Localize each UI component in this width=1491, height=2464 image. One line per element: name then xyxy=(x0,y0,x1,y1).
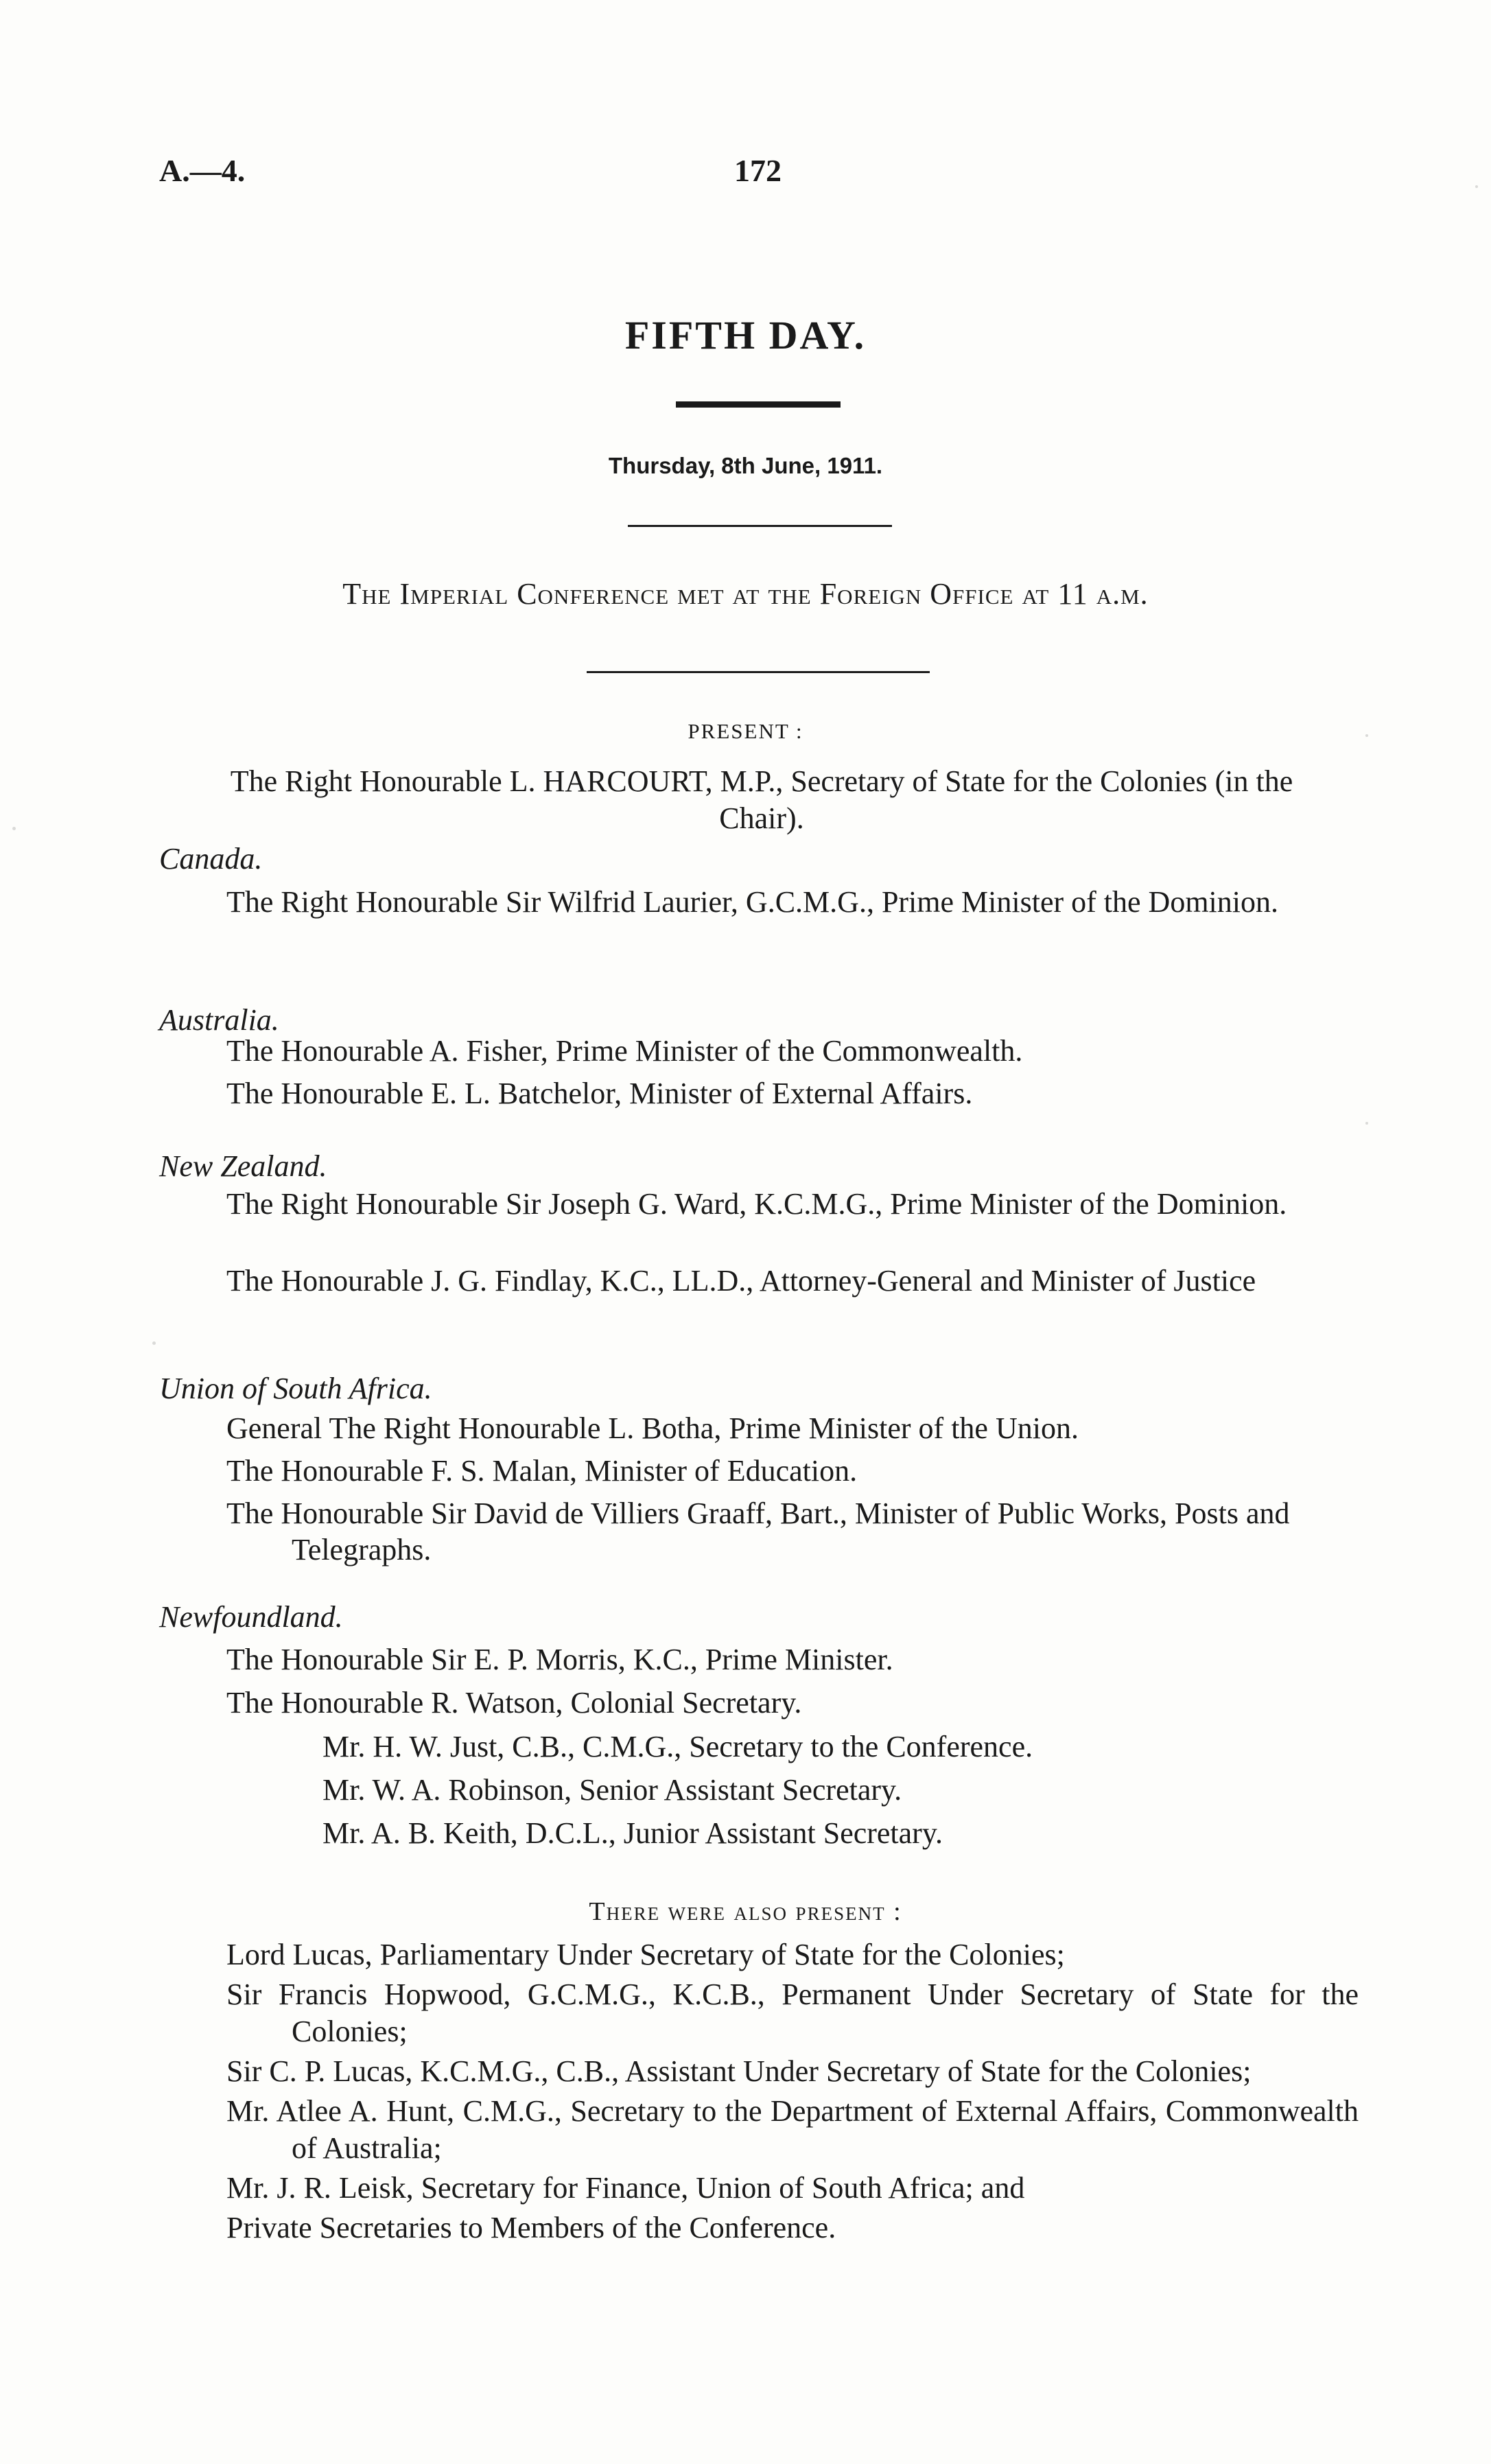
list-item: Lord Lucas, Parliamentary Under Secretary of State for the Colonies; xyxy=(226,1938,1065,1971)
meeting-statement: The Imperial Conference met at the Foreign Office at 11 a.m. xyxy=(342,577,1149,611)
delegate-entry: The Honourable E. L. Batchelor, Minister of External Affairs. xyxy=(226,1077,973,1110)
delegate-entry: The Honourable Sir E. P. Morris, K.C., Prime Minister. xyxy=(226,1643,893,1676)
country-heading: Newfoundland. xyxy=(159,1600,343,1634)
scan-speck xyxy=(12,827,16,830)
delegate-entry: The Honourable Sir David de Villiers Graaff, Bart., Minister of Public Works, Posts and Telegraphs. xyxy=(226,1497,1290,1567)
document-reference: A.—4. xyxy=(159,153,246,188)
also-present-heading: There were also present : xyxy=(589,1897,902,1926)
delegate-entry: The Honourable R. Watson, Colonial Secretary. xyxy=(226,1686,802,1720)
chair-entry: The Right Honourable L. HARCOURT, M.P., Secretary of State for the Colonies (in the Chair). xyxy=(230,764,1293,835)
staff-entry: Mr. W. A. Robinson, Senior Assistant Secretary. xyxy=(322,1773,902,1807)
title-rule xyxy=(676,401,841,408)
scan-speck xyxy=(152,1341,156,1345)
list-item: Sir Francis Hopwood, G.C.M.G., K.C.B., Permanent Under Secretary of State for the Colonies; xyxy=(226,1978,1359,2048)
delegate-entry: General The Right Honourable L. Botha, Prime Minister of the Union. xyxy=(226,1411,1079,1445)
country-heading: Australia. xyxy=(159,1003,279,1037)
country-heading: Canada. xyxy=(159,842,263,876)
scan-speck xyxy=(1365,1122,1368,1125)
staff-entry: Mr. A. B. Keith, D.C.L., Junior Assistant Secretary. xyxy=(322,1816,943,1850)
page-title: FIFTH DAY. xyxy=(624,313,867,357)
staff-entry: Mr. H. W. Just, C.B., C.M.G., Secretary to the Conference. xyxy=(322,1730,1033,1763)
delegate-entry: The Right Honourable Sir Wilfrid Laurier, G.C.M.G., Prime Minister of the Dominion. xyxy=(226,885,1278,919)
country-heading: New Zealand. xyxy=(159,1149,327,1183)
list-item: Sir C. P. Lucas, K.C.M.G., C.B., Assistant Under Secretary of State for the Colonies; xyxy=(226,2054,1252,2088)
delegate-entry: The Honourable F. S. Malan, Minister of Education. xyxy=(226,1454,858,1488)
section-rule xyxy=(587,671,930,673)
list-item: Mr. Atlee A. Hunt, C.M.G., Secretary to the Department of External Affairs, Commonwealth of Australia; xyxy=(226,2094,1359,2165)
delegate-entry: The Right Honourable Sir Joseph G. Ward, K.C.M.G., Prime Minister of the Dominion. xyxy=(226,1187,1287,1221)
delegate-entry: The Honourable J. G. Findlay, K.C., LL.D., Attorney-General and Minister of Justice xyxy=(226,1264,1256,1298)
scan-speck xyxy=(1365,734,1368,737)
delegate-entry: The Honourable A. Fisher, Prime Minister of the Commonwealth. xyxy=(226,1034,1023,1068)
list-item: Mr. J. R. Leisk, Secretary for Finance, Union of South Africa; and xyxy=(226,2171,1025,2205)
date-rule xyxy=(628,525,892,527)
present-heading: PRESENT : xyxy=(688,719,803,743)
also-present-list xyxy=(226,1936,1359,2249)
list-item: Private Secretaries to Members of the Conference. xyxy=(226,2211,836,2244)
scan-speck xyxy=(1475,185,1478,188)
meeting-date: Thursday, 8th June, 1911. xyxy=(608,453,883,478)
page-number: 172 xyxy=(734,153,782,188)
country-heading: Union of South Africa. xyxy=(159,1372,432,1405)
